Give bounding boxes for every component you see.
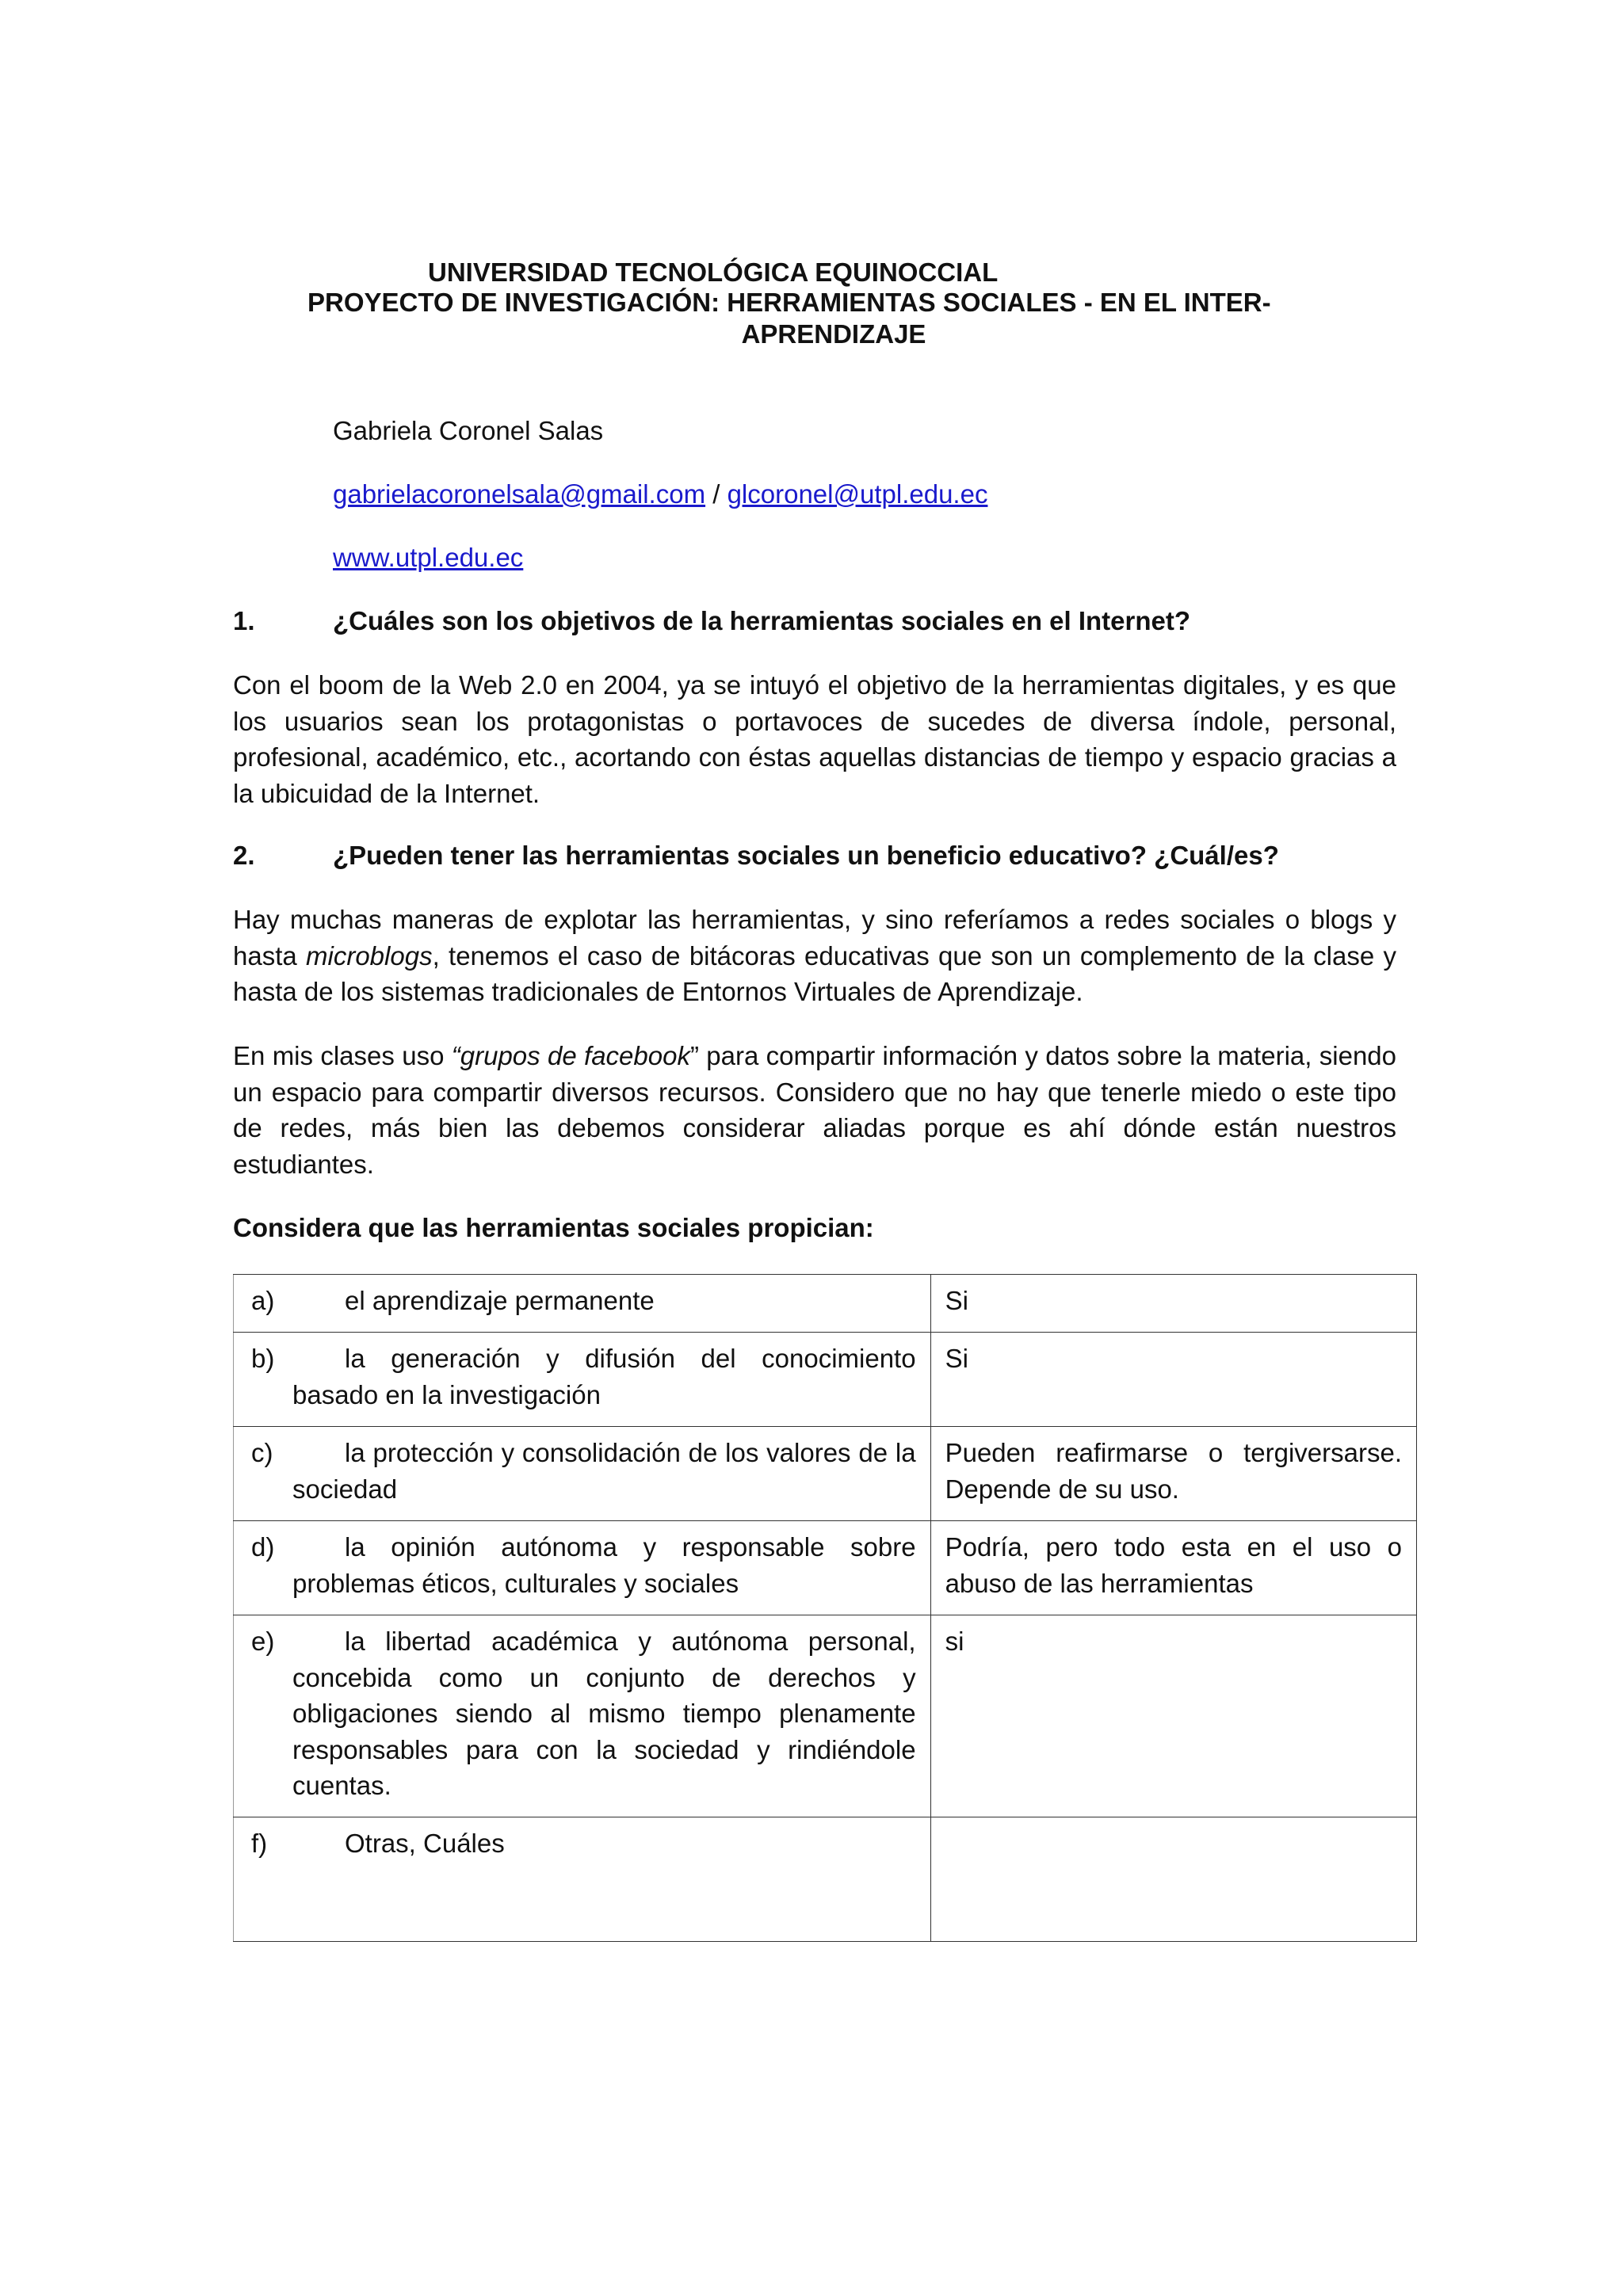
question-1-number: 1. xyxy=(233,606,255,635)
table-row xyxy=(234,1521,1417,1615)
question-2-number: 2. xyxy=(233,841,255,870)
table-row xyxy=(234,1275,1417,1333)
question-1-heading xyxy=(233,605,1398,637)
table-row xyxy=(234,1817,1417,1942)
option-cell xyxy=(234,1521,931,1615)
answer-text: En mis clases uso xyxy=(233,1041,452,1070)
author-emails xyxy=(333,479,987,510)
option-letter: a) xyxy=(251,1286,275,1315)
answer-cell xyxy=(930,1817,1416,1942)
option-text: el aprendizaje permanente xyxy=(345,1286,655,1315)
option-text: la opinión autónoma y responsable sobre problemas éticos, culturales y sociales xyxy=(292,1532,916,1598)
answer-cell: si xyxy=(930,1615,1416,1817)
option-letter: b) xyxy=(251,1344,275,1373)
option-cell xyxy=(234,1275,931,1333)
email-separator: / xyxy=(705,479,727,509)
answer-cell: Si xyxy=(930,1275,1416,1333)
header-project-title-continued: APRENDIZAJE xyxy=(741,319,926,349)
email-link-gmail[interactable]: gabrielacoronelsala@gmail.com xyxy=(333,479,706,509)
answer-cell: Podría, pero todo esta en el uso o abuso de las herramientas xyxy=(930,1521,1416,1615)
option-cell xyxy=(234,1615,931,1817)
answer-cell: Pueden reafirmarse o tergiversarse. Depende de su uso. xyxy=(930,1427,1416,1521)
question-3-heading: Considera que las herramientas sociales propician: xyxy=(233,1213,874,1242)
options-table xyxy=(233,1274,1417,1942)
option-letter: f) xyxy=(251,1829,268,1858)
option-text: la protección y consolidación de los valores de la sociedad xyxy=(292,1438,916,1504)
website-line xyxy=(333,542,523,574)
answer-emphasis: microblogs xyxy=(306,940,433,971)
question-2-answer-paragraph-2 xyxy=(233,1038,1396,1182)
table-row xyxy=(234,1615,1417,1817)
option-letter: c) xyxy=(251,1438,273,1467)
answer-emphasis: “grupos de facebook xyxy=(451,1041,690,1070)
question-1-text: ¿Cuáles son los objetivos de la herramientas sociales en el Internet? xyxy=(333,606,1191,635)
answer-text: Hay muchas maneras de explotar las herramientas, y sino referíamos a redes sociales o blogs y hasta xyxy=(233,905,1396,971)
author-name: Gabriela Coronel Salas xyxy=(333,416,604,445)
header-project-title: PROYECTO DE INVESTIGACIÓN: HERRAMIENTAS SOCIALES - EN EL INTER- xyxy=(307,288,1271,317)
answer-cell: Si xyxy=(930,1333,1416,1427)
option-cell xyxy=(234,1333,931,1427)
option-text: Otras, Cuáles xyxy=(345,1829,505,1858)
question-2-heading xyxy=(233,840,1398,871)
answer-text: , tenemos el caso de bitácoras educativas que son un complemento de la clase y hasta de los sistemas tradicionales de Entornos Virtuales de Aprendizaje. xyxy=(233,940,1396,1006)
header-university: UNIVERSIDAD TECNOLÓGICA EQUINOCCIAL xyxy=(428,257,999,287)
table-row xyxy=(234,1333,1417,1427)
answer-text: ” para compartir información y datos sobre la materia, siendo un espacio para compartir diversos recursos. Considero que no hay que tenerle miedo o este tipo de redes, más bien las debemos considerar aliadas porque es ahí dónde están nuestros estudiantes. xyxy=(233,1041,1396,1179)
option-cell xyxy=(234,1817,931,1942)
option-letter: e) xyxy=(251,1627,275,1656)
option-text: la libertad académica y autónoma personal, concebida como un conjunto de derechos y obligaciones siendo al mismo tiempo plenamente responsables para con la sociedad y rindiéndole cuentas. xyxy=(292,1627,916,1800)
question-2-text: ¿Pueden tener las herramientas sociales un beneficio educativo? ¿Cuál/es? xyxy=(333,841,1279,870)
option-text: la generación y difusión del conocimiento basado en la investigación xyxy=(292,1344,916,1409)
option-letter: d) xyxy=(251,1532,275,1562)
question-2-answer-paragraph-1 xyxy=(233,902,1396,1010)
question-1-answer: Con el boom de la Web 2.0 en 2004, ya se intuyó el objetivo de la herramientas digitales, y es que los usuarios sean los protagonistas o portavoces de sucedes de diversa índole, personal, profesional, académico, etc., acortando con éstas aquellas distancias de tiempo y espacio gracias a la ubicuidad de la Internet. xyxy=(233,670,1396,808)
email-link-utpl[interactable]: glcoronel@utpl.edu.ec xyxy=(727,479,988,509)
website-link[interactable]: www.utpl.edu.ec xyxy=(333,543,524,572)
table-row xyxy=(234,1427,1417,1521)
option-cell xyxy=(234,1427,931,1521)
